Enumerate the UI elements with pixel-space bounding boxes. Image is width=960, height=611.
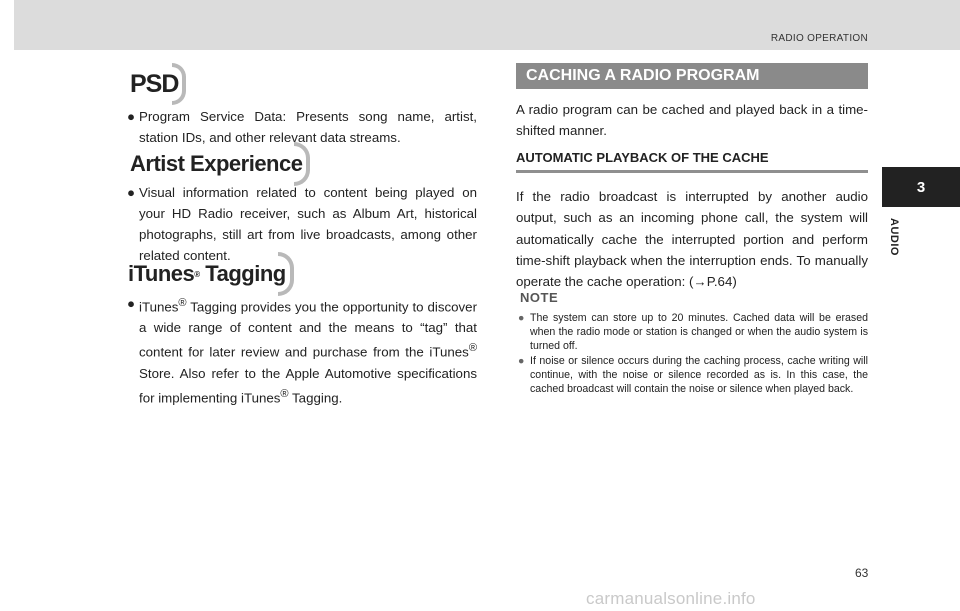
note-bullet-icon: ●: [518, 355, 525, 367]
registered-mark: ®: [280, 387, 289, 400]
body-paragraph: If the radio broadcast is interrupted by another audio output, such as an incoming phone call, the system will automatically cache the interrupted portion and perform time-shift playback when the interruption ends. To manually operate the cache operation: (→P.64): [516, 189, 868, 290]
bullet-dot-icon: ●: [127, 185, 136, 200]
note-text: If noise or silence occurs during the caching process, cache writing will continue, with the noise or silence recorded as is. In this case, the cached broadcast will contain the noise or silence when played back.: [530, 355, 868, 395]
logo-arc-icon: [172, 63, 186, 105]
section-heading: CACHING A RADIO PROGRAM: [516, 63, 868, 89]
psd-logo: [130, 63, 186, 105]
running-header-title: RADIO OPERATION: [770, 33, 868, 44]
bullet-text-part: iTunes: [139, 299, 179, 315]
bullet-itunes-tagging: [127, 293, 477, 408]
bullet-text-part: Tagging provides you the opportunity to discover a wide range of content and the means to “tag” that content for later review and purchase from the iTunes: [139, 299, 477, 360]
bullet-text-part: Store. Also refer to the Apple Automotive specifications for implementing iTunes: [139, 365, 477, 406]
note-text: The system can store up to 20 minutes. Cached data will be erased when the radio mode or station is changed or when the audio system is turned off.: [530, 312, 868, 352]
intro-paragraph: A radio program can be cached and played back in a time-shifted manner.: [516, 102, 868, 138]
note-bullet-icon: ●: [518, 312, 525, 324]
subsection-heading: AUTOMATIC PLAYBACK OF THE CACHE: [516, 150, 868, 173]
registered-mark: ®: [178, 297, 187, 309]
bullet-text: [127, 293, 477, 408]
note-item: [518, 311, 868, 353]
registered-mark: ®: [468, 342, 477, 355]
watermark: carmanualsonline.info: [586, 589, 756, 608]
logo-arc-icon: [278, 252, 294, 296]
logo-arc-icon: [294, 142, 310, 186]
registered-mark: ®: [194, 269, 200, 279]
note-title: NOTE: [520, 290, 559, 305]
bullet-dot-icon: ●: [127, 296, 136, 311]
chapter-label: AUDIO: [888, 218, 900, 256]
artist-experience-logo: [130, 142, 310, 186]
itunes-tagging-logo: [128, 252, 294, 296]
bullet-text-part: Tagging.: [288, 390, 343, 406]
bullet-text: Visual information related to content being played on your HD Radio receiver, such as Album Art, historical photographs, still art from live broadcasts, among other related content.: [139, 185, 477, 263]
note-item: [518, 354, 868, 396]
itunes-tagging-logo-word: Tagging: [205, 261, 286, 286]
artist-experience-logo-text: Artist Experience: [130, 151, 303, 176]
bullet-text: Program Service Data: Presents song name, artist, station IDs, and other relevant data streams.: [139, 109, 477, 145]
psd-logo-text: PSD: [130, 69, 179, 98]
chapter-tab: 3: [882, 167, 960, 207]
itunes-tagging-logo-brand: iTunes: [128, 261, 195, 286]
page-number: 63: [855, 566, 869, 580]
bullet-dot-icon: ●: [127, 109, 136, 124]
